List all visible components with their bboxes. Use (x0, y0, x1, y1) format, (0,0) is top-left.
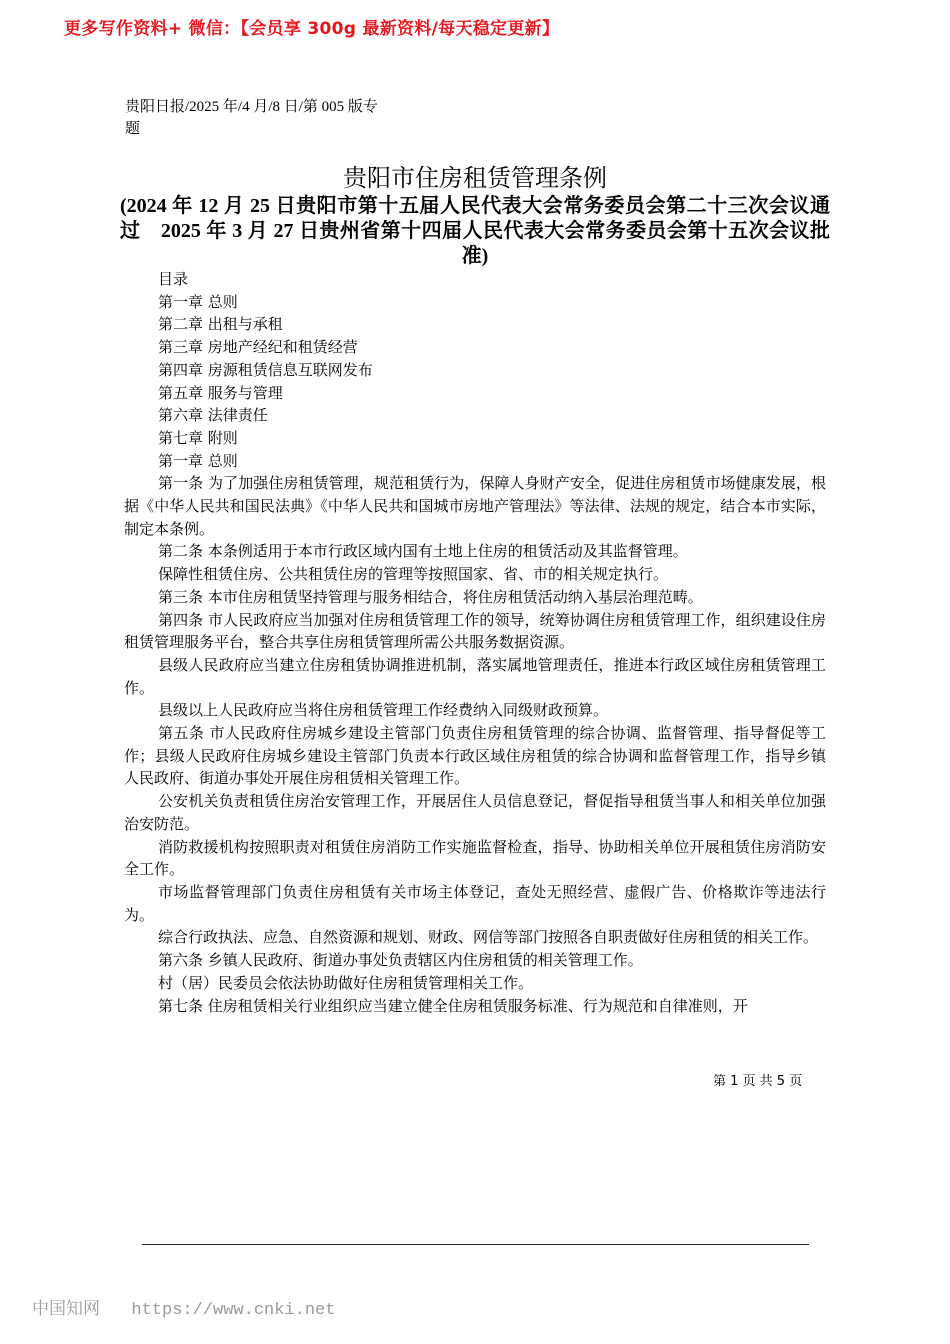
article-paragraph: 第三条 本市住房租赁坚持管理与服务相结合，将住房租赁活动纳入基层治理范畴。 (158, 587, 703, 606)
toc-item: 第四章 房源租赁信息互联网发布 (158, 360, 373, 379)
toc-item: 第二章 出租与承租 (158, 315, 283, 334)
article-paragraph: 村（居）民委员会依法协助做好住房租赁管理相关工作。 (158, 973, 534, 992)
cnki-url: https://www.cnki.net (131, 1301, 336, 1320)
document-body (124, 268, 826, 1017)
article-paragraph: 第六条 乡镇人民政府、街道办事处负责辖区内住房租赁的相关管理工作。 (158, 951, 643, 970)
article-paragraph: 第五条 市人民政府住房城乡建设主管部门负责住房租赁管理的综合协调、监督管理、指导督促等工作；县级人民政府住房城乡建设主管部门负责本行政区域住房租赁的综合协调和监督管理工作，指导乡镇人民政府、街道办事处开展住房租赁相关管理工作。 (124, 724, 826, 788)
document-header (120, 162, 830, 269)
article-paragraph: 公安机关负责租赁住房治安管理工作，开展居住人员信息登记，督促指导租赁当事人和相关单位加强治安防范。 (124, 792, 826, 833)
article-paragraph: 第四条 市人民政府应当加强对住房租赁管理工作的领导，统筹协调住房租赁管理工作，组织建设住房租赁管理服务平台，整合共享住房租赁管理所需公共服务数据资源。 (124, 610, 826, 652)
toc-item: 第七章 附则 (158, 428, 238, 447)
document-title: 贵阳市住房租赁管理条例 (343, 164, 607, 192)
toc-item: 第六章 法律责任 (158, 406, 268, 425)
article-paragraph: 第七条 住房租赁相关行业组织应当建立健全住房租赁服务标准、行为规范和自律准则，开 (158, 996, 748, 1015)
document-subtitle: (2024 年 12 月 25 日贵阳市第十五届人民代表大会常务委员会第二十三次会议通过 2025 年 3 月 27 日贵州省第十四届人民代表大会常务委员会第十五次会议批准) (120, 195, 830, 267)
toc-item: 第五章 服务与管理 (158, 383, 283, 402)
cnki-watermark (32, 1294, 335, 1320)
article-paragraph: 市场监督管理部门负责住房租赁有关市场主体登记，查处无照经营、虚假广告、价格欺诈等违法行为。 (124, 882, 826, 924)
toc-heading: 目录 (158, 270, 189, 288)
article-paragraph: 第二条 本条例适用于本市行政区域内国有土地上住房的租赁活动及其监督管理。 (158, 542, 688, 561)
cnki-name: 中国知网 (32, 1299, 100, 1319)
chapter-heading: 第一章 总则 (158, 451, 238, 470)
source-line: 贵阳日报/2025 年/4 月/8 日/第 005 版专题 (125, 99, 378, 137)
article-paragraph: 第一条 为了加强住房租赁管理，规范租赁行为，保障人身财产安全，促进住房租赁市场健康发展，根据《中华人民共和国民法典》《中华人民共和国城市房地产管理法》等法律、法规的规定，结合本市实际，制定本条例。 (124, 474, 826, 538)
page-number: 第 1 页 共 5 页 (713, 1074, 803, 1089)
article-paragraph: 消防救援机构按照职责对租赁住房消防工作实施监督检查，指导、协助相关单位开展租赁住房消防安全工作。 (124, 837, 826, 879)
toc-item: 第一章 总则 (158, 292, 238, 311)
article-paragraph: 县级以上人民政府应当将住房租赁管理工作经费纳入同级财政预算。 (158, 701, 609, 720)
footer-divider (142, 1244, 809, 1245)
toc-item: 第三章 房地产经纪和租赁经营 (158, 338, 358, 357)
article-paragraph: 保障性租赁住房、公共租赁住房的管理等按照国家、省、市的相关规定执行。 (158, 565, 669, 584)
promo-banner: 更多写作资料+ 微信：【会员享 300g 最新资料/每天稳定更新】 (64, 19, 560, 39)
article-paragraph: 综合行政执法、应急、自然资源和规划、财政、网信等部门按照各自职责做好住房租赁的相关工作。 (158, 928, 819, 947)
article-paragraph: 县级人民政府应当建立住房租赁协调推进机制，落实属地管理责任，推进本行政区域住房租赁管理工作。 (124, 655, 826, 697)
